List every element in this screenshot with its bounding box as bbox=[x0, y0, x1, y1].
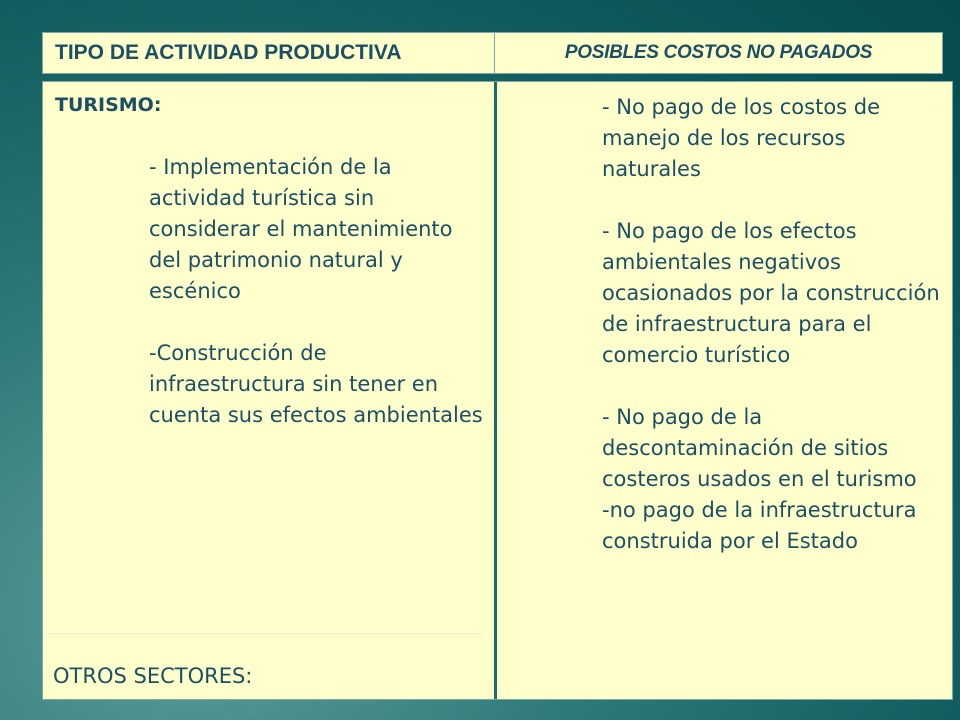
left-item-list bbox=[149, 152, 489, 462]
list-item: - Implementación de la actividad turística sin considerar el mantenimiento del patrimonio natural y escénico bbox=[149, 155, 453, 303]
header-activity-type: TIPO DE ACTIVIDAD PRODUCTIVA bbox=[43, 33, 495, 73]
list-item: -no pago de la infraestructura construida por el Estado bbox=[602, 498, 917, 553]
list-item: - No pago de los costos de manejo de los recursos naturales bbox=[602, 95, 881, 181]
list-item: - No pago de la descontaminación de sitios costeros usados en el turismo bbox=[602, 405, 917, 491]
section-title-turismo: TURISMO: bbox=[55, 94, 162, 116]
section-title-otros-sectores: OTROS SECTORES: bbox=[53, 664, 253, 688]
section-separator bbox=[43, 633, 483, 634]
table-body bbox=[42, 81, 953, 700]
table-header bbox=[42, 32, 943, 74]
right-item-list bbox=[602, 92, 950, 557]
list-item: - No pago de los efectos ambientales negativos ocasionados por la construcción de infraestructura para el comercio turístico bbox=[602, 219, 940, 367]
column-divider bbox=[494, 82, 497, 699]
list-item: -Construcción de infraestructura sin tener en cuenta sus efectos ambientales bbox=[149, 341, 483, 427]
header-unpaid-costs: POSIBLES COSTOS NO PAGADOS bbox=[564, 42, 873, 63]
